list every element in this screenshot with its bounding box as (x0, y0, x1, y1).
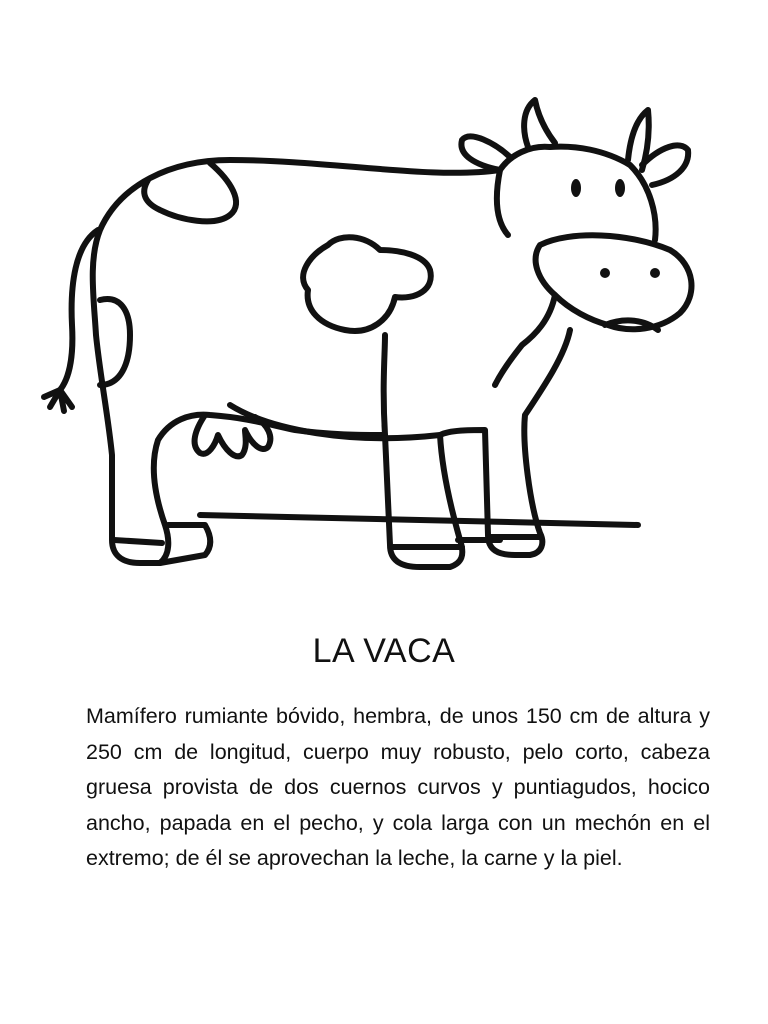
head-side (497, 170, 508, 235)
horn-left (524, 100, 555, 147)
spot-side (303, 237, 431, 331)
cow-muzzle (536, 235, 692, 329)
hoof-rear (114, 540, 162, 543)
belly-line (230, 405, 440, 438)
hip-line (100, 299, 130, 385)
cow-nostril-right (650, 268, 660, 278)
tail-tuft (44, 390, 72, 411)
cow-illustration (30, 85, 710, 595)
cow-eye-right (615, 179, 625, 197)
ground-line (200, 515, 638, 525)
jaw-line (495, 295, 555, 385)
cow-eye-left (571, 179, 581, 197)
cow-nostril-left (600, 268, 610, 278)
front-leg-inner (384, 335, 385, 435)
page-title: LA VACA (312, 632, 456, 670)
description-paragraph: Mamífero rumiante bóvido, hembra, de unos 150 cm de altura y 250 cm de longitud, cuerpo muy robusto, pelo corto, cabeza gruesa provista de dos cuernos curvos y puntiagudos, hocico ancho, papada en el pecho, y cola larga con un mechón en el extremo; de él se aprovechan la leche, la carne y la piel. (86, 704, 710, 870)
